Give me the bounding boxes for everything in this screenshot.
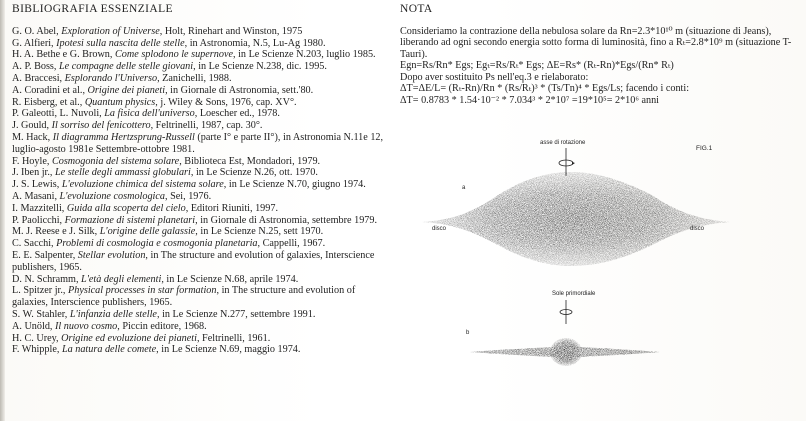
entry-author: P. Paolicchi, xyxy=(12,214,65,226)
bibliography-entry xyxy=(12,344,384,356)
nebula-disc xyxy=(422,172,730,266)
entry-author: J. Gould, xyxy=(12,120,52,132)
axis-label: asse di rotazione xyxy=(540,140,586,146)
entry-author: C. Sacchi, xyxy=(12,238,57,250)
entry-source: , Cappelli, 1967. xyxy=(257,238,326,250)
entry-source: , in Le Scienze N.68, aprile 1974. xyxy=(161,273,299,285)
panel-b-label: b xyxy=(466,330,470,336)
nota-paragraph: Consideriamo la contrazione della nebulosa solare da Rn=2.3*10¹⁰ m (situazione di Jeans), liberando ad ogni secondo energia sotto forma di luminosità, fino a Rₜ=2.8*10⁹ m (situazione T-Tauri). xyxy=(400,25,792,60)
entry-source: , in Le Scienze N.203, luglio 1985. xyxy=(233,49,376,61)
book-spine-shadow xyxy=(0,0,5,421)
entry-author: A. P. Boss, xyxy=(12,61,59,73)
bibliography-entry xyxy=(12,179,384,191)
bibliography-entry xyxy=(12,97,384,109)
entry-source: , Zanichelli, 1988. xyxy=(157,72,232,84)
thin-disc xyxy=(470,338,660,366)
entry-source: , in Giornale di Astronomia, sett.'80. xyxy=(165,84,314,96)
entry-source: , in Le Scienze N.26, ott. 1970. xyxy=(190,167,318,179)
entry-author: A. Coradini et al., xyxy=(12,84,88,96)
bibliography-entry xyxy=(12,226,384,238)
sole-primordiale-label: Sole primordiale xyxy=(552,291,596,297)
entry-source: , in Le Scienze N.70, giugno 1974. xyxy=(223,179,366,191)
figure-title: FIG.1 xyxy=(696,145,713,152)
bibliography-entry xyxy=(12,108,384,120)
entry-title: Origine dei pianeti xyxy=(87,84,166,96)
entry-title: Stellar evolution xyxy=(77,249,146,261)
entry-title: Come splodono le supernove xyxy=(115,49,233,61)
nota-column xyxy=(400,4,798,106)
disco-left-label: disco xyxy=(432,226,447,232)
entry-title: La fisica dell'universo xyxy=(104,108,195,120)
entry-title: Il diagramma Hertzsprung-Russell xyxy=(52,131,195,143)
bibliography-entry xyxy=(12,274,384,286)
entry-author: J. Iben jr., xyxy=(12,167,56,179)
entry-title: L'età degli elementi xyxy=(81,273,162,285)
entry-title: Problemi di cosmologia e cosmogonia planetaria xyxy=(56,238,258,250)
entry-author: A. Masani, xyxy=(12,190,60,202)
entry-title: L'evoluzione cosmologica xyxy=(59,190,165,202)
entry-author: E. E. Salpenter, xyxy=(12,249,78,261)
entry-source: , j. Wiley & Sons, 1976, cap. XV°. xyxy=(155,96,297,108)
bibliography-entry xyxy=(12,238,384,250)
entry-author: H. C. Urey, xyxy=(12,332,62,344)
entry-title: Le compagne delle stelle giovani xyxy=(59,61,194,73)
entry-author: G. Alfieri, xyxy=(12,37,57,49)
entry-source: (parte I° e parte II°), in Astronomia N.11e 12, luglio-agosto 1981e Settembre-ottobre 1981. xyxy=(12,131,384,155)
bibliography-heading: BIBLIOGRAFIA ESSENZIALE xyxy=(12,3,173,15)
entry-title: Exploration of Universe xyxy=(61,25,160,37)
bibliography-entry xyxy=(12,333,384,345)
entry-author: D. N. Schramm, xyxy=(12,273,82,285)
entry-title: L'infanzia delle stelle xyxy=(69,308,157,320)
bibliography-entry xyxy=(12,309,384,321)
entry-source: , in Le Scienze N.277, settembre 1991. xyxy=(156,308,316,320)
entry-author: I. Mazzitelli, xyxy=(12,202,67,214)
bibliography-entry xyxy=(12,85,384,97)
entry-author: R. Eisberg, et al., xyxy=(12,96,85,108)
entry-title: Ipotesi sulla nascita delle stelle xyxy=(56,37,185,49)
nota-equation-time: ΔT=ΔE/L= (Rₜ-Rn)/Rn * (Rs/Rₜ)³ * (Ts/Tn)⁴ * Egs/Ls; facendo i conti: xyxy=(400,83,690,94)
entry-title: La natura delle comete xyxy=(61,344,157,356)
entry-title: Esplorando l'Universo xyxy=(64,72,158,84)
nota-equation-energy: Egn=Rs/Rn* Egs; Egₜ=Rs/Rₜ* Egs; ΔE=Rs* (Rₜ-Rn)*Egs/(Rn* Rₜ) xyxy=(400,60,674,71)
entry-source: , Holt, Rinehart and Winston, 1975 xyxy=(159,25,303,37)
entry-source: , Feltrinelli, 1961. xyxy=(196,332,271,344)
entry-source: , Feltrinelli, 1987, cap. 30°. xyxy=(150,120,263,132)
nota-substitution-text: Dopo aver sostituito Ps nell'eq.3 e rielaborato: xyxy=(400,71,589,83)
entry-source: , in Le Scienze N.69, maggio 1974. xyxy=(156,344,301,356)
entry-title: L'origine delle galassie xyxy=(99,226,196,238)
entry-source: , in The structure and evolution of galaxies, Interscience publishers, 1965. xyxy=(12,249,375,273)
bibliography-entry xyxy=(12,285,384,309)
entry-source: , in Le Scienze N.238, dic. 1995. xyxy=(193,61,327,73)
entry-title: Le stelle degli ammassi globulari xyxy=(55,167,191,179)
bibliography-entry xyxy=(12,73,384,85)
entry-author: M. J. Reese e J. Silk, xyxy=(12,226,100,238)
entry-author: A. Unöld, xyxy=(12,320,56,332)
bibliography-entry xyxy=(12,167,384,179)
entry-author: F. Hoyle, xyxy=(12,155,52,167)
entry-source: , Sei, 1976. xyxy=(165,190,212,202)
entry-source: , Piccin editore, 1968. xyxy=(117,320,207,332)
bibliography-entry xyxy=(12,156,384,168)
entry-author: J. S. Lewis, xyxy=(12,179,62,191)
nota-result: ΔT= 0.8783 * 1.54·10⁻² * 7.034³ * 2*10⁷ =19*10⁵= 2*10⁶ anni xyxy=(400,94,660,106)
bibliography-entry xyxy=(12,191,384,203)
nota-heading: NOTA xyxy=(400,3,433,15)
entry-title: Il sorriso del fenicottero xyxy=(51,120,151,132)
bibliography-entry xyxy=(12,132,384,156)
bibliography-column xyxy=(12,4,384,356)
entry-title: Formazione di sistemi planetari xyxy=(64,214,196,226)
entry-source: , Biblioteca Est, Mondadori, 1979. xyxy=(179,155,321,167)
entry-source: , Editori Riuniti, 1997. xyxy=(185,202,278,214)
entry-source: , in The structure and evolution of galaxies, Interscience publishers, 1965. xyxy=(12,285,356,309)
entry-title: Il nuovo cosmo xyxy=(55,320,118,332)
rotation-arrowhead-icon xyxy=(572,162,575,165)
bibliography-entry xyxy=(12,120,384,132)
entry-source: , Loescher ed., 1978. xyxy=(194,108,280,120)
entry-source: , in Le Scienze N.25, sett 1970. xyxy=(195,226,324,238)
bibliography-entry xyxy=(12,215,384,227)
entry-author: M. Hack, xyxy=(12,131,53,143)
entry-author: G. O. Abel, xyxy=(12,25,62,37)
entry-author: L. Spitzer jr., xyxy=(12,285,69,297)
entry-author: P. Galeotti, L. Nuvoli, xyxy=(12,108,105,120)
entry-title: Cosmogonia del sistema solare xyxy=(51,155,180,167)
bibliography-entry xyxy=(12,321,384,333)
entry-title: Quantum physics xyxy=(84,96,156,108)
bibliography-list xyxy=(12,26,384,356)
entry-source: , in Astronomia, N.5, Lu-Ag 1980. xyxy=(184,37,326,49)
entry-author: H. A. Bethe e G. Brown, xyxy=(12,49,115,61)
entry-title: Guida alla scoperta del cielo xyxy=(66,202,186,214)
bibliography-entry xyxy=(12,203,384,215)
entry-title: Origine ed evoluzione dei pianeti xyxy=(61,332,197,344)
entry-title: L'evoluzione chimica del sistema solare xyxy=(61,179,224,191)
entry-author: A. Braccesi, xyxy=(12,72,65,84)
entry-author: S. W. Stahler, xyxy=(12,308,70,320)
entry-source: , in Giornale di Astronomia, settembre 1979. xyxy=(195,214,378,226)
figure-nebula xyxy=(400,132,800,421)
bibliography-entry xyxy=(12,250,384,274)
entry-title: Physical processes in star formation xyxy=(68,285,217,297)
bibliography-entry xyxy=(12,38,384,50)
bibliography-entry xyxy=(12,61,384,73)
entry-author: F. Whipple, xyxy=(12,344,62,356)
panel-a-label: a xyxy=(462,185,466,191)
bibliography-entry xyxy=(12,26,384,38)
bibliography-entry xyxy=(12,49,384,61)
figure-drawing xyxy=(400,132,800,421)
disco-right-label: disco xyxy=(690,226,705,232)
